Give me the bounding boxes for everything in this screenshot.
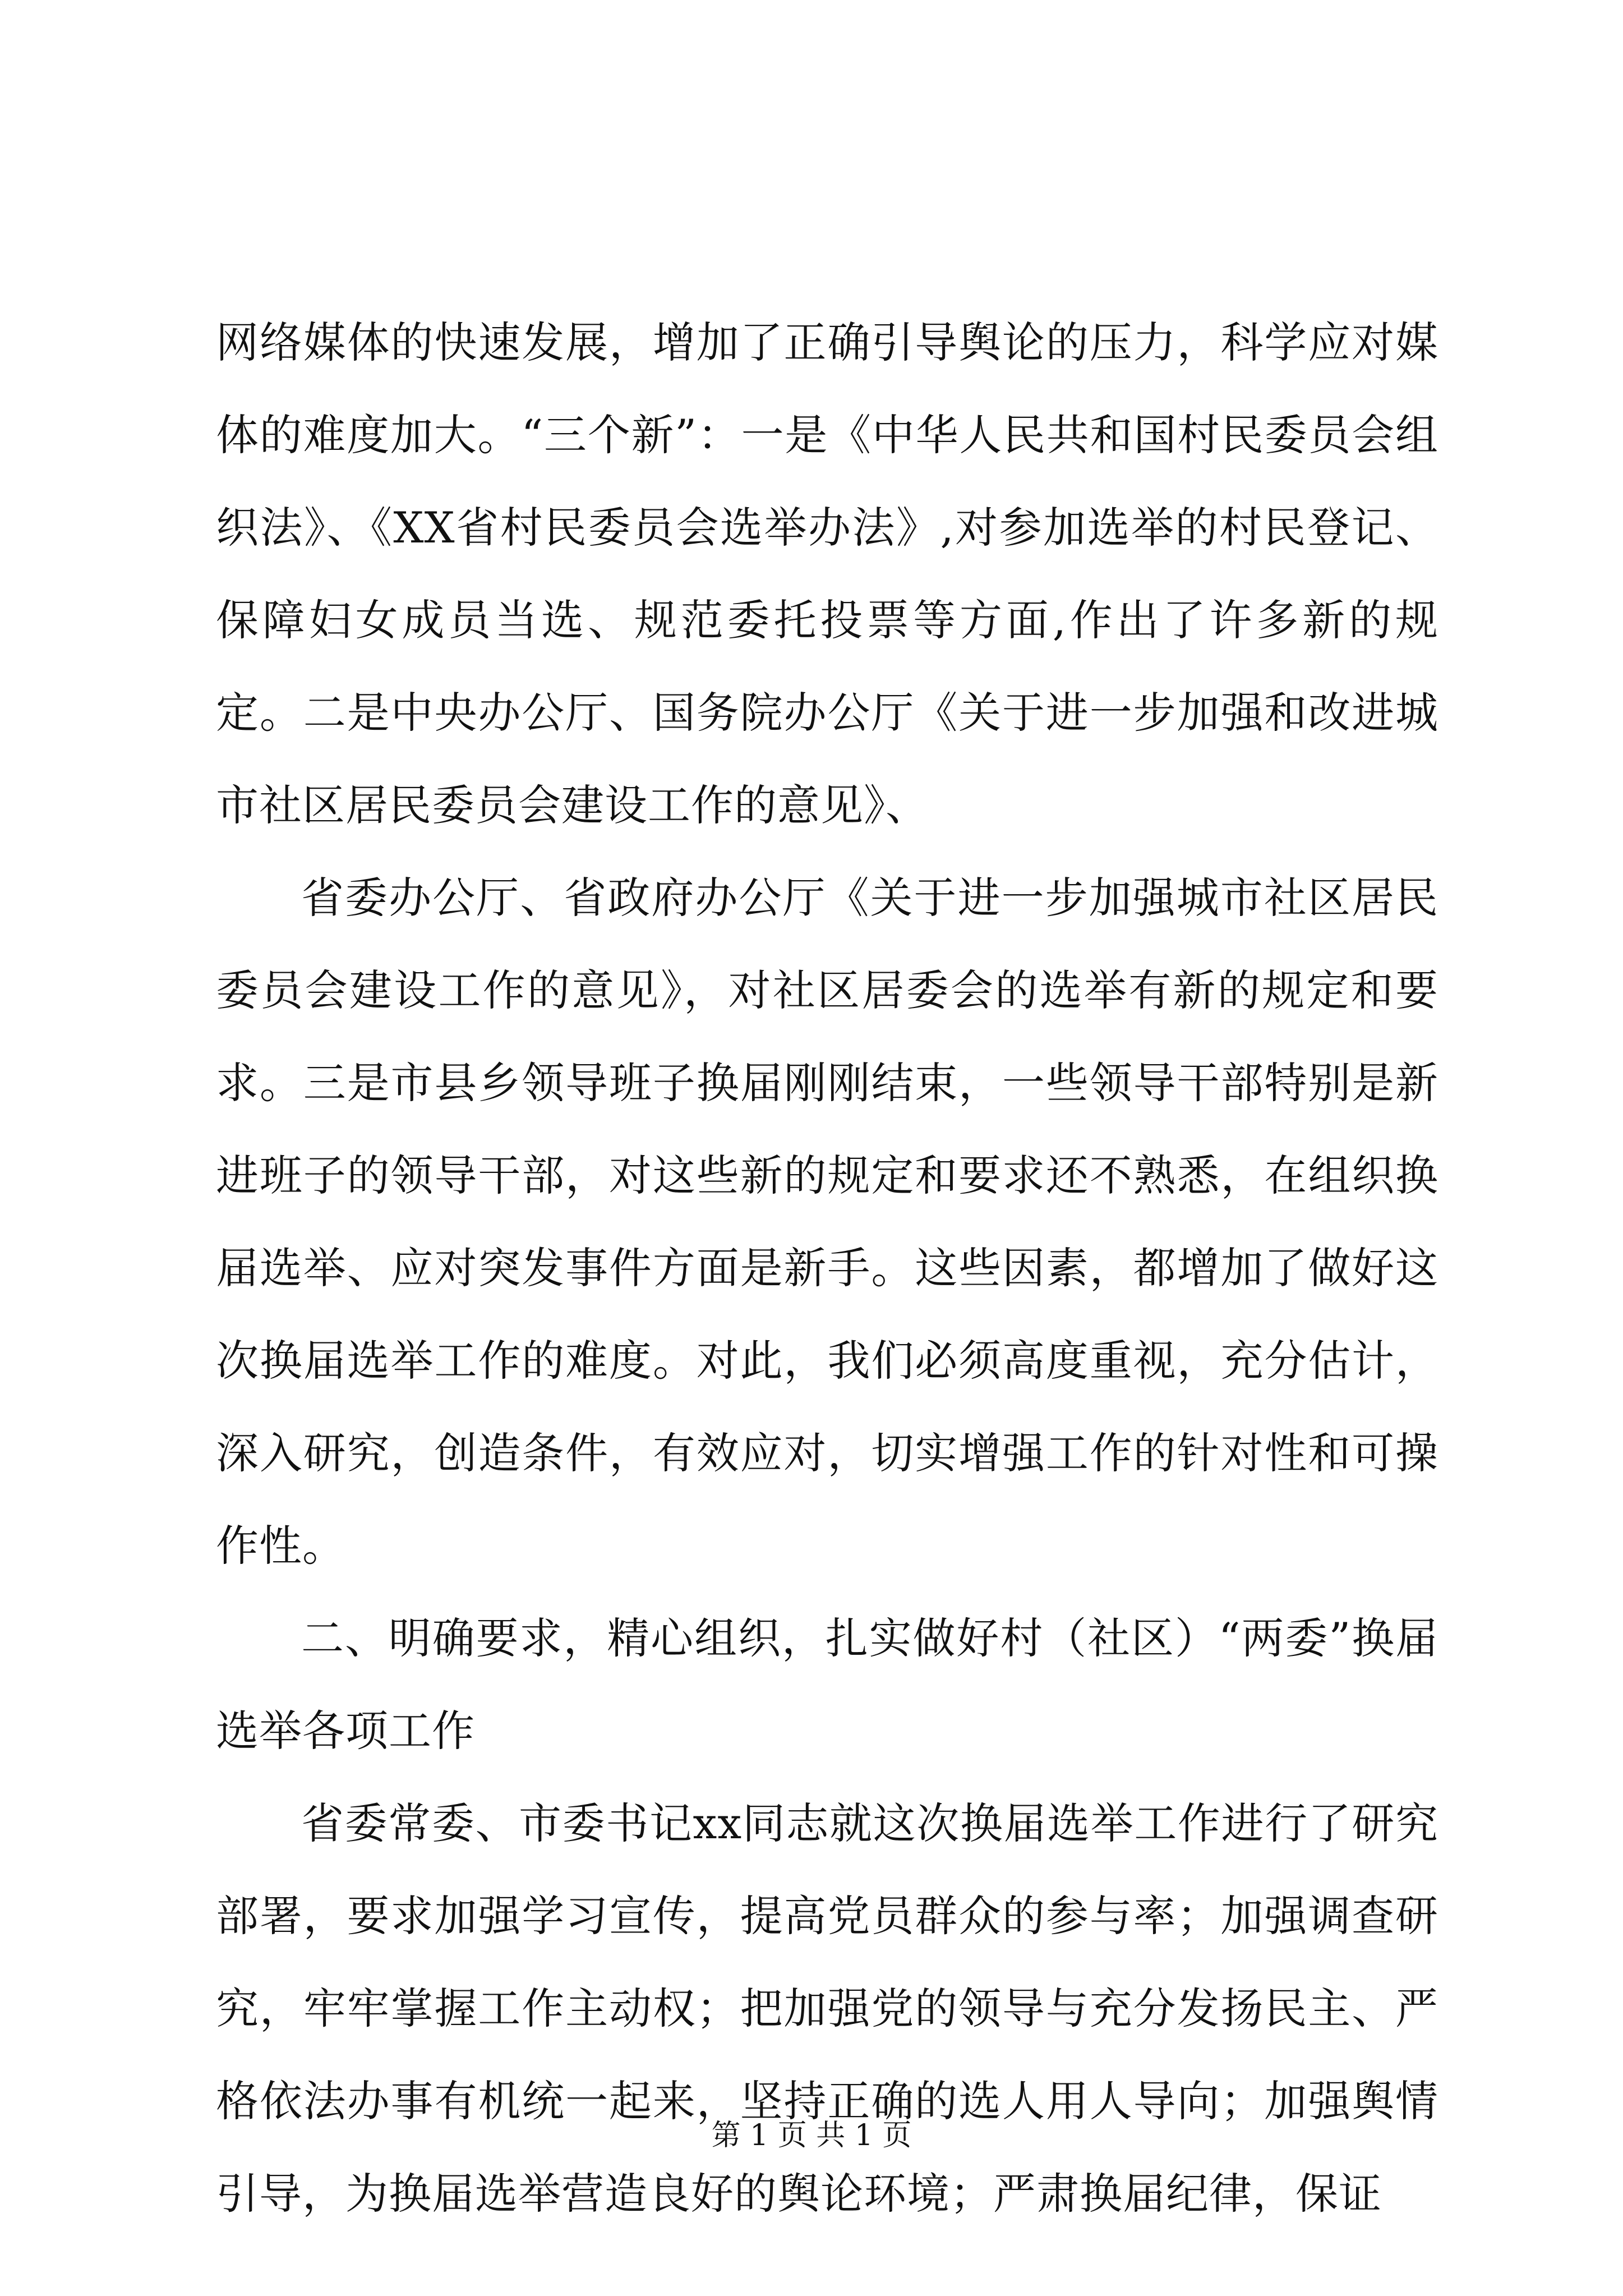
page-number-label: 第 1 页 共 1 页 — [711, 2119, 912, 2152]
paragraph: 省委常委、市委书记xx同志就这次换届选举工作进行了研究部署，要求加强学习宣传，提高党员群众的参与率；加强调查研究，牢牢掌握工作主动权；把加强党的领导与充分发扬民主、严格依法办事有机统一起来，坚持正确的选人用人导向；加强舆情引导，为换届选举营造良好的舆论环境；严肃换届纪律，保证 — [216, 1798, 1438, 2219]
paragraph-continued: 网络媒体的快速发展，增加了正确引导舆论的压力，科学应对媒体的难度加大。“三个新”：一是《中华人民共和国村民委员会组织法》、《XX省村民委员会选举办法》,对参加选举的村民登记、保障妇女成员当选、规范委托投票等方面,作出了许多新的规定。二是中央办公厅、国务院办公厅《关于进一步加强和改进城市社区居民委员会建设工作的意见》、 — [216, 318, 1438, 830]
section-heading: 二、明确要求，精心组织，扎实做好村（社区）“两委”换届选举各项工作 — [216, 1613, 1438, 1756]
paragraph: 省委办公厅、省政府办公厅《关于进一步加强城市社区居民委员会建设工作的意见》，对社区居委会的选举有新的规定和要求。三是市县乡领导班子换届刚刚结束，一些领导干部特别是新进班子的领导干部，对这些新的规定和要求还不熟悉，在组织换届选举、应对突发事件方面是新手。这些因素，都增加了做好这次换届选举工作的难度。对此，我们必须高度重视，充分估计，深入研究，创造条件，有效应对，切实增强工作的针对性和可操作性。 — [216, 873, 1438, 1571]
page-footer — [0, 2116, 1623, 2155]
document-body — [216, 296, 1438, 2240]
